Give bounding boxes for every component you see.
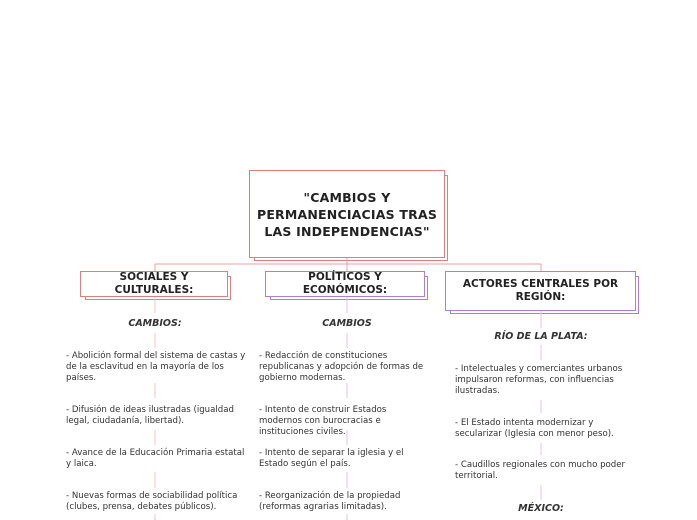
list-item: - Difusión de ideas ilustradas (igualdad legal, ciudadanía, libertad).: [66, 405, 234, 426]
subheading-mexico: MÉXICO:: [518, 503, 564, 514]
list-item: - Avance de la Educación Primaria estatal y laica.: [66, 448, 245, 469]
branch-actores-region: [445, 271, 636, 311]
root-node: [249, 170, 445, 258]
branch-politicos-economicos: [265, 271, 425, 297]
root-title: "CAMBIOS Y PERMANENCIACIAS TRAS LAS INDEPENDENCIAS": [256, 189, 438, 239]
branch-label: ACTORES CENTRALES POR REGIÓN:: [462, 278, 619, 303]
list-item: - Intelectuales y comerciantes urbanos impulsaron reformas, con influencias ilustradas.: [455, 364, 623, 396]
list-item: - Abolición formal del sistema de castas y de la esclavitud en la mayoría de los países.: [66, 351, 246, 383]
list-item: - Nuevas formas de sociabilidad política (clubes, prensa, debates públicos).: [66, 491, 238, 512]
list-item: - Caudillos regionales con mucho poder territorial.: [455, 460, 626, 481]
list-item: - Intento de separar la iglesia y el Estado según el país.: [259, 448, 404, 469]
list-item: - El Estado intenta modernizar y secularizar (Iglesia con menor peso).: [455, 418, 614, 439]
branch-sociales-culturales: [80, 271, 228, 297]
subheading-cambios: CAMBIOS:: [128, 318, 182, 329]
branch-label: POLÍTICOS Y ECONÓMICOS:: [302, 271, 388, 296]
subheading-rio-de-la-plata: RÍO DE LA PLATA:: [494, 331, 588, 342]
list-item: - Intento de construir Estados modernos con burocracias e instituciones civiles.: [259, 405, 387, 437]
list-item: - Redacción de constituciones republicanas y adopción de formas de gobierno modernas.: [259, 351, 424, 383]
list-item: - Reorganización de la propiedad (reformas agrarias limitadas).: [259, 491, 401, 512]
branch-label: SOCIALES Y CULTURALES:: [114, 271, 194, 296]
subheading-cambios: CAMBIOS: [322, 318, 372, 329]
